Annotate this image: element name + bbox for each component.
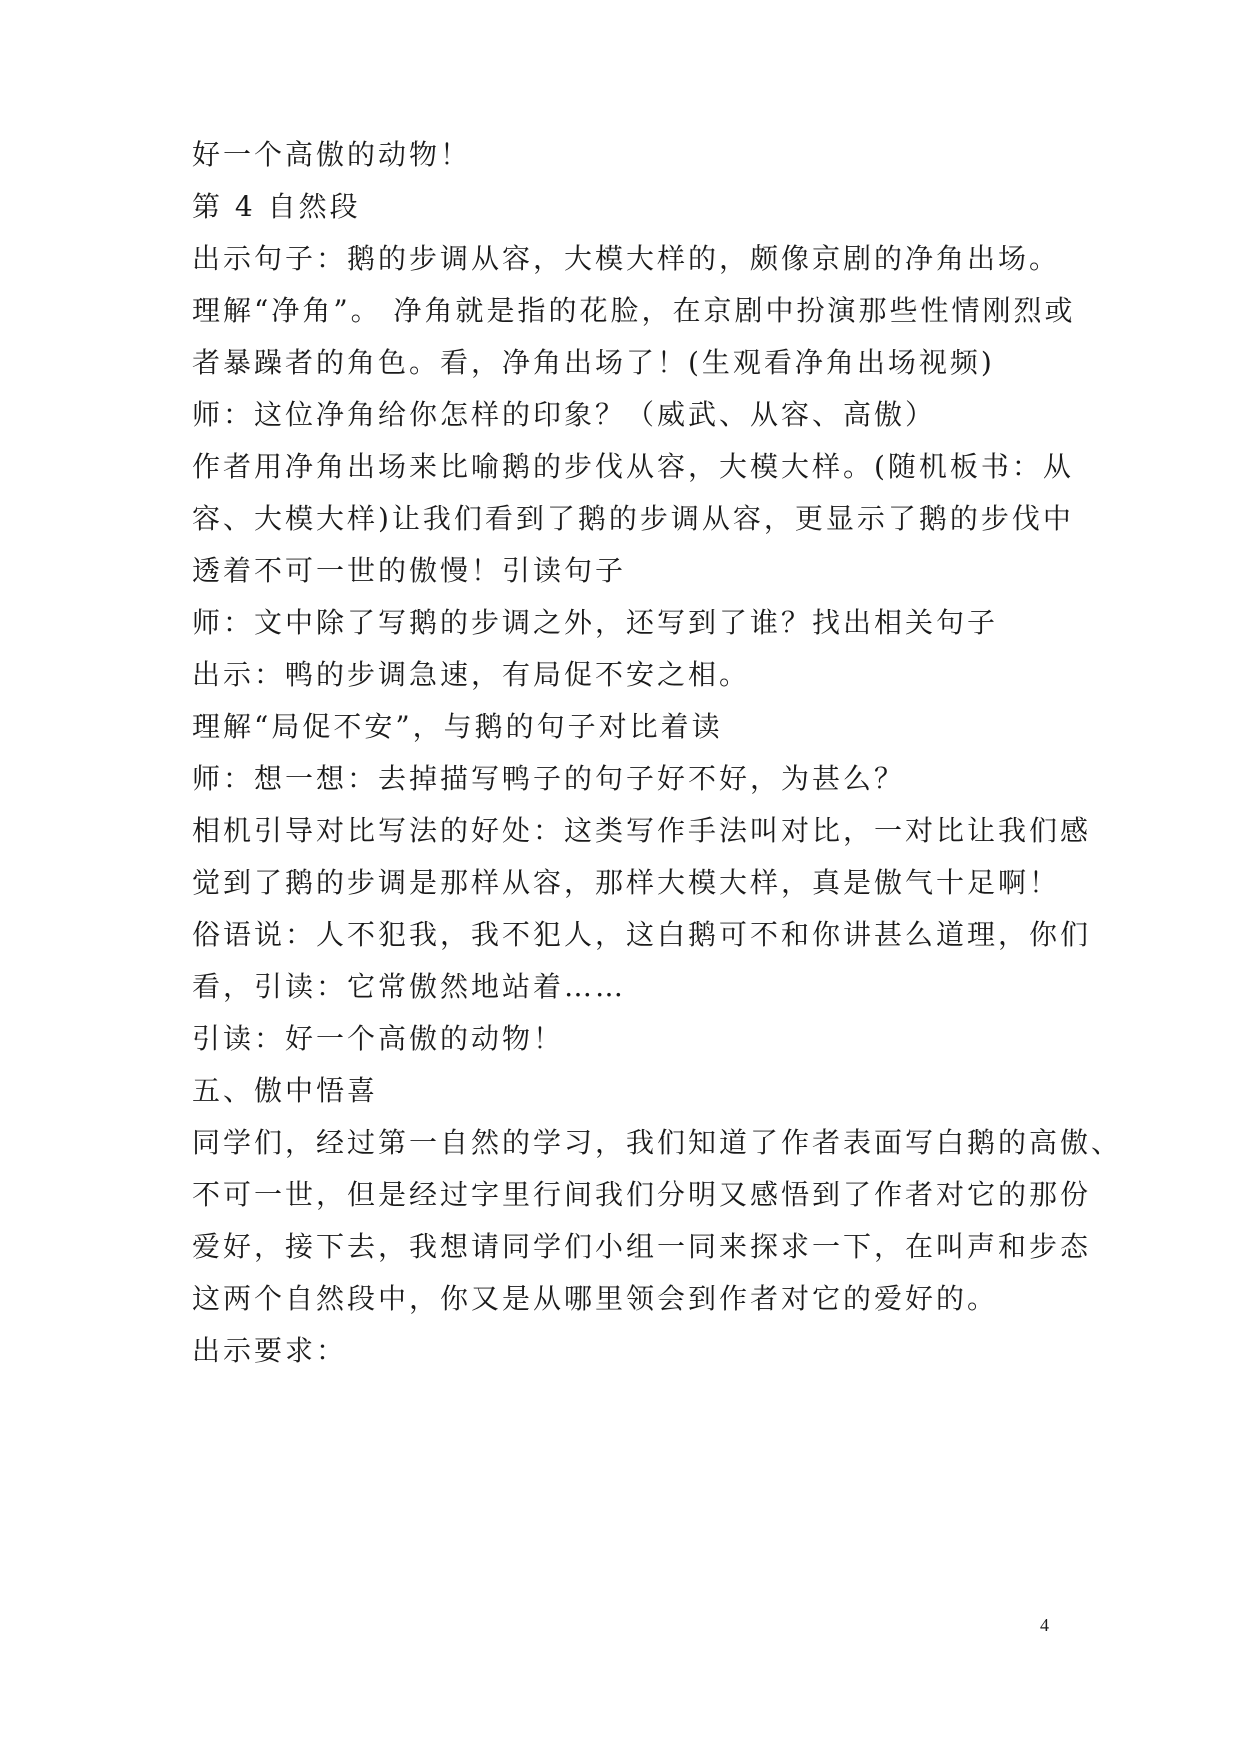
section-heading: 第 4 自然段 bbox=[192, 190, 361, 223]
text-line: 出示句子：鹅的步调从容，大模大样的，颇像京剧的净角出场。 bbox=[192, 242, 1061, 275]
text-line: 这两个自然段中，你又是从哪里领会到作者对它的爱好的。 bbox=[192, 1282, 999, 1315]
text-line: 者暴躁者的角色。看，净角出场了！(生观看净角出场视频) bbox=[192, 346, 995, 379]
text-line: 看，引读：它常傲然地站着…… bbox=[192, 970, 627, 1003]
text-line: 同学们，经过第一自然的学习，我们知道了作者表面写白鹅的高傲、 bbox=[192, 1126, 1123, 1159]
text-line: 出示：鸭的步调急速，有局促不安之相。 bbox=[192, 658, 751, 691]
page-number: 4 bbox=[1040, 1615, 1049, 1635]
text-line: 引读：好一个高傲的动物！ bbox=[192, 1022, 565, 1055]
text-line: 作者用净角出场来比喻鹅的步伐从容，大模大样。(随机板书：从 bbox=[192, 450, 1074, 483]
text-line: 理解“局促不安”，与鹅的句子对比着读 bbox=[192, 710, 723, 743]
text-line: 相机引导对比写法的好处：这类写作手法叫对比，一对比让我们感 bbox=[192, 814, 1092, 847]
text-line: 俗语说：人不犯我，我不犯人，这白鹅可不和你讲甚么道理，你们 bbox=[192, 918, 1092, 951]
text-line: 透着不可一世的傲慢！引读句子 bbox=[192, 554, 627, 587]
text-line: 不可一世，但是经过字里行间我们分明又感悟到了作者对它的那份 bbox=[192, 1178, 1092, 1211]
text-line: 好一个高傲的动物！ bbox=[192, 138, 472, 171]
text-line: 觉到了鹅的步调是那样从容，那样大模大样，真是傲气十足啊！ bbox=[192, 866, 1061, 899]
text-line: 师：这位净角给你怎样的印象？（威武、从容、高傲） bbox=[192, 398, 937, 431]
text-line: 爱好，接下去，我想请同学们小组一同来探求一下，在叫声和步态 bbox=[192, 1230, 1092, 1263]
text-line: 出示要求： bbox=[192, 1334, 348, 1367]
text-line: 理解“净角”。 净角就是指的花脸，在京剧中扮演那些性情刚烈或 bbox=[192, 294, 1076, 327]
text-line: 容、大模大样)让我们看到了鹅的步调从容，更显示了鹅的步伐中 bbox=[192, 502, 1074, 535]
text-line: 师：文中除了写鹅的步调之外，还写到了谁？找出相关句子 bbox=[192, 606, 999, 639]
section-heading: 五、傲中悟喜 bbox=[192, 1074, 379, 1107]
text-line: 师：想一想：去掉描写鸭子的句子好不好，为甚么？ bbox=[192, 762, 906, 795]
